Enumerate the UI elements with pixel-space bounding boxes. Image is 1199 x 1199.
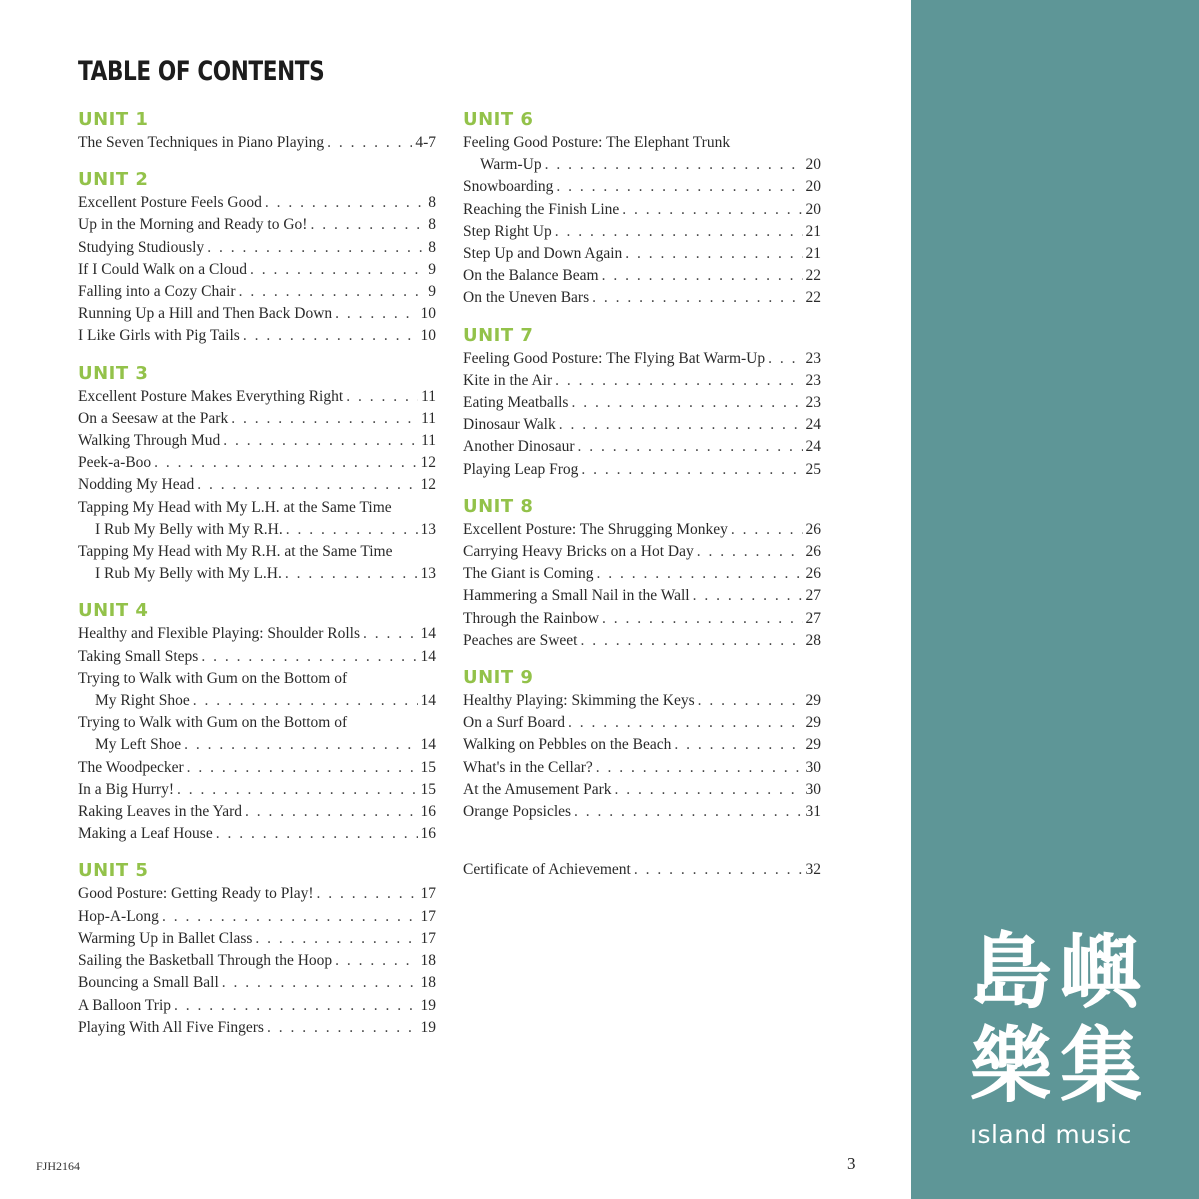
toc-entry-title: Another Dinosaur [463,438,575,456]
toc-entry-title: Playing With All Five Fingers [78,1018,264,1036]
toc-entry-title: Carrying Heavy Bricks on a Hot Day [463,543,694,561]
dot-leader [174,995,417,1017]
toc-entry-title: Excellent Posture Feels Good [78,194,262,212]
toc-entry-page: 24 [805,438,821,456]
toc-entry-page: 27 [805,587,821,605]
toc-entry [78,757,436,779]
toc-entry-title: Playing Leap Frog [463,460,579,478]
toc-entry [463,459,821,481]
dot-leader [555,221,803,243]
dot-leader [622,199,802,221]
dot-leader [625,243,802,265]
toc-entry-first-line: Trying to Walk with Gum on the Bottom of [78,669,348,687]
toc-entry-page: 8 [428,216,436,234]
island-music-logo [966,926,1146,1149]
toc-entry-page: 21 [805,245,821,263]
unit-section [78,168,436,347]
toc-entry [78,690,436,712]
toc-entry [78,883,436,905]
logo-char: 嶼 [1059,925,1142,1020]
unit-heading: UNIT 3 [78,362,149,384]
toc-entry [463,519,821,541]
toc-entry-title: Up in the Morning and Ready to Go! [78,216,308,234]
toc-entry-page: 9 [428,260,436,278]
toc-entry [463,801,821,823]
toc-entry [463,712,821,734]
toc-entry [78,132,436,154]
dot-leader [602,608,802,630]
toc-entry-title: Reaching the Finish Line [463,200,620,218]
unit-heading: UNIT 5 [78,860,149,882]
dot-leader [578,436,803,458]
toc-entry-page: 22 [805,289,821,307]
toc-entry-page: 4-7 [415,134,436,151]
toc-entry [463,243,821,265]
toc-entry-page: 32 [805,861,821,879]
toc-entry-page: 28 [805,631,821,649]
unit-section [78,108,436,154]
toc-entry-page: 20 [805,178,821,196]
toc-entry-page: 17 [420,885,436,903]
toc-entry-title: Feeling Good Posture: The Flying Bat Warm-Up [463,349,766,367]
dot-leader [193,690,418,712]
toc-entry-page: 11 [421,432,436,450]
toc-entry [78,563,436,585]
dot-leader [731,519,803,541]
toc-entry-page: 25 [805,460,821,478]
unit-section [78,859,436,1038]
toc-entry [463,608,821,630]
toc-entry-title: On the Balance Beam [463,267,599,285]
toc-entry-page: 17 [420,907,436,925]
toc-entry [463,221,821,243]
dot-leader [310,214,425,236]
logo-char: 集 [1059,1019,1142,1114]
toc-entry-page: 11 [421,409,436,427]
toc-entry [78,995,436,1017]
toc-entry-title: Step Up and Down Again [463,245,623,263]
toc-entry-title: Eating Meatballs [463,394,569,412]
unit-heading: UNIT 7 [463,324,534,346]
toc-entry [463,265,821,287]
dot-leader [243,325,418,347]
dot-leader [239,281,426,303]
logo-char: 島 [969,925,1052,1020]
toc-entry [78,325,436,347]
toc-entry [463,370,821,392]
unit-section [463,495,821,652]
toc-entry-page: 14 [420,625,436,643]
toc-entry [463,287,821,309]
toc-entry-page: 26 [805,543,821,561]
dot-leader [555,370,802,392]
toc-entry-page: 26 [805,565,821,583]
dot-leader [207,237,425,259]
toc-entry-page: 10 [420,327,436,345]
toc-entry [78,779,436,801]
toc-entry [78,408,436,430]
toc-entry [78,452,436,474]
toc-entry [463,734,821,756]
toc-entry-title: I Like Girls with Pig Tails [78,327,240,345]
unit-heading: UNIT 9 [463,667,534,689]
toc-entry-title: Excellent Posture: The Shrugging Monkey [463,520,728,538]
toc-entry-title: Studying Studiously [78,238,205,256]
toc-entry-page: 21 [805,222,821,240]
dot-leader [286,519,418,541]
dot-leader [267,1017,418,1039]
spacer [463,837,821,859]
dot-leader [177,779,418,801]
toc-entry-page: 27 [805,609,821,627]
unit-heading: UNIT 8 [463,495,534,517]
toc-entry-title: Nodding My Head [78,476,195,494]
unit-section [463,108,821,310]
toc-entry-page: 23 [805,349,821,367]
toc-entry-title: The Giant is Coming [463,565,594,583]
toc-entry-title: Sailing the Basketball Through the Hoop [78,952,333,970]
toc-entry-title: Peaches are Sweet [463,631,578,649]
dot-leader [245,801,417,823]
toc-entry [78,1017,436,1039]
dot-leader [197,474,417,496]
toc-entry-page: 18 [420,952,436,970]
toc-entry [463,414,821,436]
toc-entry [78,801,436,823]
dot-leader [556,176,802,198]
toc-entry-title: Peek-a-Boo [78,454,152,472]
toc-entry-first-line: Tapping My Head with My L.H. at the Same Time [78,498,392,516]
toc-entry-page: 19 [420,1018,436,1036]
toc-entry-title: On a Surf Board [463,714,566,732]
dot-leader [697,541,803,563]
toc-entry [78,623,436,645]
unit-section [463,324,821,481]
toc-entry-title: Kite in the Air [463,371,553,389]
toc-entry-title: On a Seesaw at the Park [78,409,229,427]
toc-entry [78,928,436,950]
toc-entry-page: 14 [420,647,436,665]
toc-entry-title: What's in the Cellar? [463,758,593,776]
dot-leader [265,192,425,214]
page-number: 3 [847,1154,856,1173]
toc-entry-title: Warm-Up [480,156,542,174]
toc-entry-page: 22 [805,267,821,285]
toc-entry-title: The Seven Techniques in Piano Playing [78,134,325,151]
toc-entry-page: 14 [420,736,436,754]
toc-entry-title: Good Posture: Getting Ready to Play! [78,885,314,903]
toc-entry [463,630,821,652]
toc-entry-page: 12 [420,476,436,494]
toc-entry-title: On the Uneven Bars [463,289,590,307]
dot-leader [162,906,418,928]
toc-entry-title: I Rub My Belly with My R.H. [95,520,283,538]
dot-leader [363,623,418,645]
toc-entry-title: Raking Leaves in the Yard [78,803,243,821]
dot-leader [574,801,802,823]
dot-leader [571,392,802,414]
toc-entry [463,199,821,221]
toc-entry-first-line: Feeling Good Posture: The Elephant Trunk [463,134,731,151]
dot-leader [602,265,803,287]
toc-entry [78,386,436,408]
toc-entry [78,474,436,496]
toc-entry-first-line: Trying to Walk with Gum on the Bottom of [78,714,348,732]
toc-entry [463,436,821,458]
dot-leader [216,823,418,845]
dot-leader [693,585,803,607]
toc-entry-title: Walking Through Mud [78,432,221,450]
dot-leader [559,414,803,436]
footer-code: FJH2164 [36,1159,81,1173]
toc-entry-page: 17 [420,929,436,947]
toc-entry [463,859,821,881]
toc-entry-page: 8 [428,238,436,256]
dot-leader [592,287,802,309]
toc-entry [78,734,436,756]
toc-entry-title: Excellent Posture Makes Everything Right [78,387,344,405]
toc-entry-title: I Rub My Belly with My L.H. [95,565,282,583]
unit-heading: UNIT 6 [463,109,534,130]
toc-entry-title: Through the Rainbow [463,609,600,627]
toc-entry-title: At the Amusement Park [463,780,612,798]
toc-entry [78,281,436,303]
toc-entry-page: 13 [420,520,436,538]
page-title: TABLE OF CONTENTS [78,56,325,87]
toc-entry [78,214,436,236]
toc-entry-page: 29 [805,736,821,754]
unit-section [463,666,821,823]
toc-right-column [463,108,821,881]
dot-leader [250,259,425,281]
toc-entry [78,950,436,972]
dot-leader [596,563,802,585]
toc-entry [463,690,821,712]
dot-leader [154,452,417,474]
toc-entry-title: Bouncing a Small Ball [78,974,219,992]
logo-char: 樂 [969,1019,1052,1114]
dot-leader [231,408,418,430]
toc-entry-page: 20 [805,200,821,218]
toc-entry [78,259,436,281]
dot-leader [255,928,417,950]
toc-entry-title: Hop-A-Long [78,907,159,925]
dot-leader [615,779,803,801]
toc-entry-page: 30 [805,780,821,798]
dot-leader [222,972,418,994]
toc-entry-title: Dinosaur Walk [463,416,556,434]
toc-entry [78,192,436,214]
toc-entry [463,585,821,607]
toc-entry-first-line: Tapping My Head with My R.H. at the Same Time [78,543,393,561]
toc-entry-title: Certificate of Achievement [463,861,631,879]
toc-entry [78,303,436,325]
unit-heading: UNIT 4 [78,600,149,622]
dot-leader [346,386,418,408]
toc-entry [463,541,821,563]
toc-left-column [78,108,436,1053]
toc-entry [463,154,821,176]
toc-entry-title: If I Could Walk on a Cloud [78,260,247,278]
dot-leader [223,430,418,452]
toc-entry-page: 16 [420,803,436,821]
toc-entry-page: 29 [805,714,821,732]
dot-leader [698,690,803,712]
toc-entry-page: 16 [420,825,436,843]
dot-leader [285,563,418,585]
unit-section [78,599,436,845]
toc-entry-page: 23 [805,394,821,412]
toc-entry [463,757,821,779]
toc-entry-page: 12 [420,454,436,472]
dot-leader [581,459,802,481]
toc-entry-title: Warming Up in Ballet Class [78,929,253,947]
toc-entry-title: Healthy and Flexible Playing: Shoulder Rolls [78,625,360,643]
dot-leader [335,303,417,325]
toc-entry-page: 11 [421,387,436,405]
dot-leader [201,646,417,668]
toc-entry-title: Taking Small Steps [78,647,199,665]
toc-entry-page: 26 [805,520,821,538]
toc-entry-page: 8 [428,194,436,212]
toc-entry [78,906,436,928]
toc-entry-title: Walking on Pebbles on the Beach [463,736,672,754]
toc-entry-page: 15 [420,780,436,798]
toc-entry-title: Snowboarding [463,178,554,196]
dot-leader [184,734,417,756]
unit-section [78,362,436,586]
toc-entry-page: 24 [805,416,821,434]
toc-entry-title: A Balloon Trip [78,996,172,1014]
toc-entry-page: 15 [420,758,436,776]
toc-entry-page: 9 [428,283,436,301]
toc-entry-title: In a Big Hurry! [78,780,174,798]
toc-entry-page: 29 [805,692,821,710]
toc-entry-title: Making a Leaf House [78,825,213,843]
dot-leader [580,630,802,652]
toc-entry [463,176,821,198]
dot-leader [317,883,418,905]
toc-entry-page: 30 [805,758,821,776]
toc-entry-page: 13 [420,565,436,583]
toc-entry [78,646,436,668]
dot-leader [327,132,412,154]
dot-leader [335,950,417,972]
dot-leader [634,859,803,881]
toc-entry-page: 18 [420,974,436,992]
toc-entry-page: 10 [420,305,436,323]
toc-entry [78,519,436,541]
toc-entry [78,823,436,845]
toc-entry [78,237,436,259]
dot-leader [596,757,803,779]
toc-entry-page: 31 [805,803,821,821]
toc-entry [463,392,821,414]
toc-entry-title: Healthy Playing: Skimming the Keys [463,692,695,710]
unit-heading: UNIT 1 [78,109,149,130]
toc-entry-title: My Right Shoe [95,692,190,710]
toc-entry-title: The Woodpecker [78,758,184,776]
toc-entry [78,430,436,452]
toc-entry-page: 20 [805,156,821,174]
toc-entry-page: 19 [420,996,436,1014]
toc-entry-page: 23 [805,371,821,389]
dot-leader [674,734,802,756]
toc-entry-title: Running Up a Hill and Then Back Down [78,305,333,323]
toc-entry-page: 14 [420,692,436,710]
unit-heading: UNIT 2 [78,169,149,191]
dot-leader [545,154,803,176]
dot-leader [568,712,802,734]
dot-leader [768,348,802,370]
toc-entry-title: Step Right Up [463,222,552,240]
logo-text: ısland music [970,1120,1132,1149]
toc-entry [463,563,821,585]
toc-entry [463,348,821,370]
toc-entry-title: My Left Shoe [95,736,182,754]
toc-entry-title: Orange Popsicles [463,803,572,821]
toc-entry [463,779,821,801]
dot-leader [187,757,418,779]
toc-entry-title: Hammering a Small Nail in the Wall [463,587,690,605]
toc-entry [78,972,436,994]
toc-entry-title: Falling into a Cozy Chair [78,283,236,301]
